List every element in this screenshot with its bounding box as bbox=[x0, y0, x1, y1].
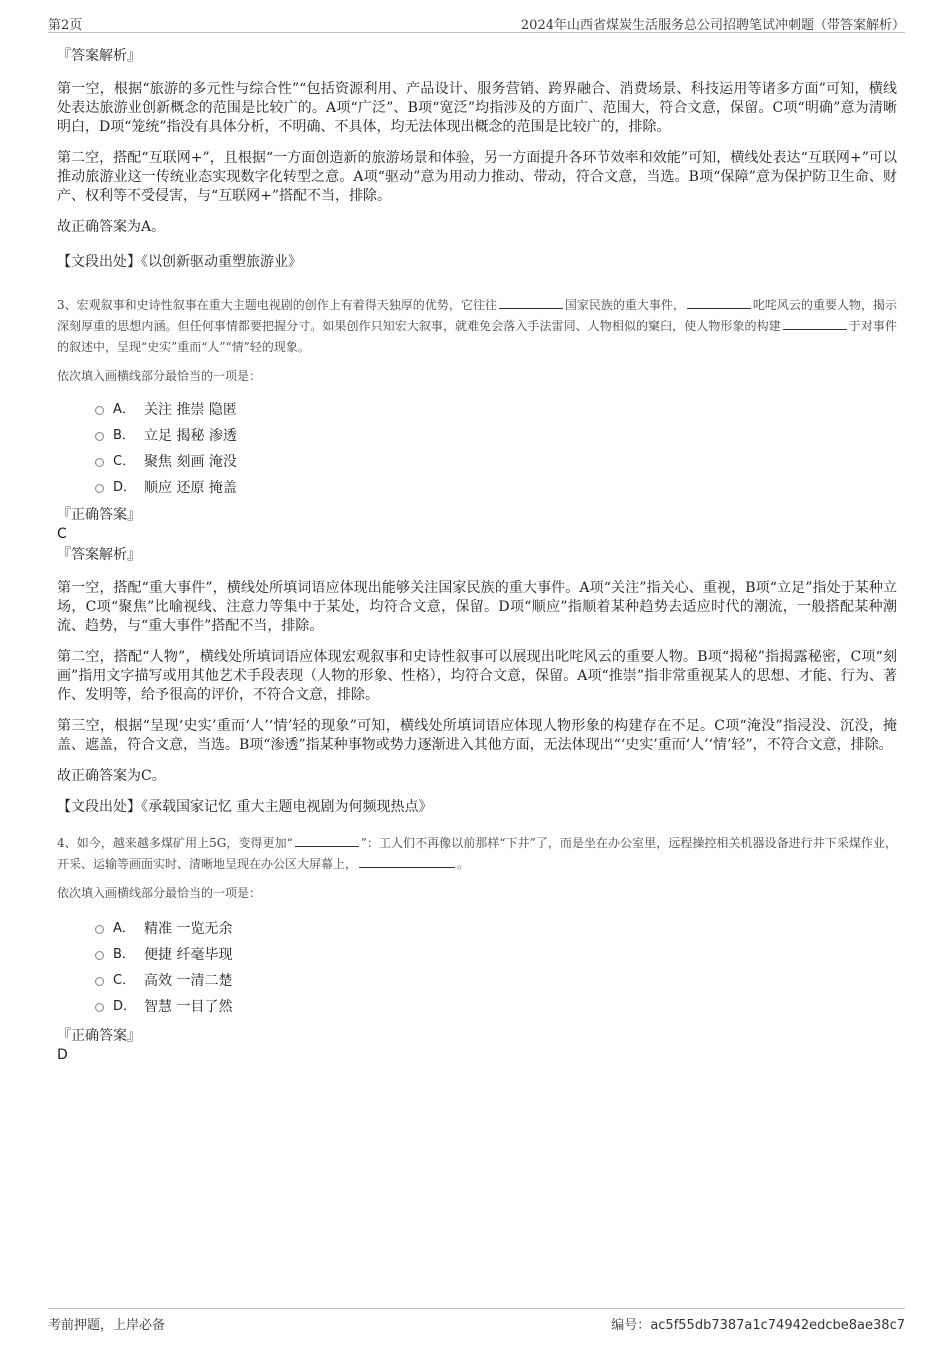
q4-prompt: 依次填入画横线部分最恰当的一项是： bbox=[57, 886, 262, 900]
q3-stem: 3、宏观叙事和史诗性叙事在重大主题电视剧的创作上有着得天独厚的优势，它往往 国家民族的重大事件， 叱咤风云的重要人物，揭示深刻厚重的思想内涵。但任何事情都要把握分寸。如果创作只知宏大叙事，就难免会落入手法雷同、人物相似的窠臼，使人物形象的构建 于对事件的叙述中，呈现“史实”重而“人”“情”轻的现象。 bbox=[57, 298, 897, 354]
q4-blank-1 bbox=[295, 834, 359, 847]
q4-option-d[interactable]: D． 智慧 一目了然 bbox=[95, 994, 897, 1020]
radio-icon[interactable] bbox=[95, 432, 104, 441]
footer-slogan: 考前押题，上岸必备 bbox=[48, 1318, 166, 1333]
radio-icon[interactable] bbox=[95, 484, 104, 493]
q4-option-c[interactable]: C． 高效 一清二楚 bbox=[95, 968, 897, 994]
page-header bbox=[48, 12, 905, 33]
radio-icon[interactable] bbox=[95, 977, 104, 986]
q3-option-d[interactable]: D． 顺应 还原 掩盖 bbox=[95, 475, 897, 501]
document-title: 2024年山西省煤炭生活服务总公司招聘笔试冲刺题（带答案解析） bbox=[520, 18, 905, 33]
q3-analysis-label: 『答案解析』 bbox=[57, 547, 141, 563]
page-footer bbox=[48, 1308, 905, 1331]
q3-options bbox=[95, 397, 897, 501]
q2-analysis-p1: 第一空，根据“旅游的多元性与综合性”“包括资源利用、产品设计、服务营销、跨界融合、消费场景、科技运用等诸多方面”可知，横线处表达旅游业创新概念的范围是比较广的。A项“广泛”、B项“宽泛”均指涉及的方面广、范围大，符合文意，保留。C项“明确”意为清晰明白，D项“笼统”指没有具体分析，不明确、不具体，均无法体现出概念的范围是比较广的，排除。 bbox=[57, 81, 897, 135]
q3-source: 【文段出处】《承载国家记忆 重大主题电视剧为何频现热点》 bbox=[57, 799, 433, 815]
q4-stem: 4、如今，越来越多煤矿用上5G，变得更加“ ”：工人们不再像以前那样“下井”了，而是坐在办公室里，远程操控相关机器设备进行井下采煤作业，开采、运输等画面实时、清晰地呈现在办公区大屏幕上， 。 bbox=[57, 836, 897, 871]
q2-source: 【文段出处】《以创新驱动重塑旅游业》 bbox=[57, 254, 302, 270]
radio-icon[interactable] bbox=[95, 925, 104, 934]
q3-prompt: 依次填入画横线部分最恰当的一项是： bbox=[57, 369, 262, 383]
q3-blank-3 bbox=[783, 317, 847, 330]
radio-icon[interactable] bbox=[95, 458, 104, 467]
q4-correct-answer: D bbox=[57, 1047, 68, 1063]
q4-blank-2 bbox=[359, 855, 455, 868]
radio-icon[interactable] bbox=[95, 951, 104, 960]
q3-analysis-p3: 第三空，根据“呈现‘史实’重而‘人’‘情’轻的现象”可知，横线处所填词语应体现人物形象的构建存在不足。C项“淹没”指浸没、沉没，掩盖、遮盖，符合文意，当选。B项“渗透”指某种事物或势力逐渐进入其他方面，无法体现出“‘史实’重而‘人’‘情’轻”，不符合文意，排除。 bbox=[57, 718, 897, 753]
q3-option-a[interactable]: A． 关注 推崇 隐匿 bbox=[95, 397, 897, 423]
document-code: 编号：ac5f55db7387a1c74942edcbe8ae38c7 bbox=[611, 1318, 905, 1333]
page-number: 第2页 bbox=[48, 18, 83, 33]
q3-analysis-p2: 第二空，搭配“人物”，横线处所填词语应体现宏观叙事和史诗性叙事可以展现出叱咤风云的重要人物。B项“揭秘”指揭露秘密，C项“刻画”指用文字描写或用其他艺术手段表现（人物的形象、性格），均符合文意，保留。A项“推崇”指非常重视某人的思想、才能、行为、著作、发明等，给予很高的评价，不符合文意，排除。 bbox=[57, 649, 897, 703]
q3-blank-1 bbox=[499, 296, 563, 309]
radio-icon[interactable] bbox=[95, 1003, 104, 1012]
q3-analysis-p1: 第一空，搭配“重大事件”，横线处所填词语应体现出能够关注国家民族的重大事件。A项“关注”指关心、重视，B项“立足”指处于某种立场，C项“聚焦”比喻视线、注意力等集中于某处，均符合文意，保留。D项“顺应”指顺着某种趋势去适应时代的潮流，一般搭配某种潮流、趋势，与“重大事件”搭配不当，排除。 bbox=[57, 580, 897, 634]
q3-option-c[interactable]: C． 聚焦 刻画 淹没 bbox=[95, 449, 897, 475]
q4-option-b[interactable]: B． 便捷 纤毫毕现 bbox=[95, 942, 897, 968]
q2-conclusion: 故正确答案为A。 bbox=[57, 219, 166, 235]
q4-option-a[interactable]: A． 精准 一览无余 bbox=[95, 916, 897, 942]
q3-option-b[interactable]: B． 立足 揭秘 渗透 bbox=[95, 423, 897, 449]
radio-icon[interactable] bbox=[95, 406, 104, 415]
q2-analysis-label: 『答案解析』 bbox=[57, 48, 141, 64]
q3-correct-label: 『正确答案』 bbox=[57, 507, 141, 523]
q3-blank-2 bbox=[687, 296, 751, 309]
page-content bbox=[57, 46, 897, 1064]
q3-conclusion: 故正确答案为C。 bbox=[57, 768, 166, 784]
q2-analysis-p2: 第二空，搭配“互联网+”，且根据“一方面创造新的旅游场景和体验，另一方面提升各环节效率和效能”可知，横线处表达“互联网+”可以推动旅游业这一传统业态实现数字化转型之意。A项“驱动”意为用动力推动、带动，符合文意，当选。B项“保障”意为保护防卫生命、财产、权利等不受侵害，与“互联网+”搭配不当，排除。 bbox=[57, 150, 897, 204]
q4-correct-label: 『正确答案』 bbox=[57, 1028, 141, 1044]
q3-correct-answer: C bbox=[57, 526, 67, 542]
q4-options bbox=[95, 916, 897, 1020]
